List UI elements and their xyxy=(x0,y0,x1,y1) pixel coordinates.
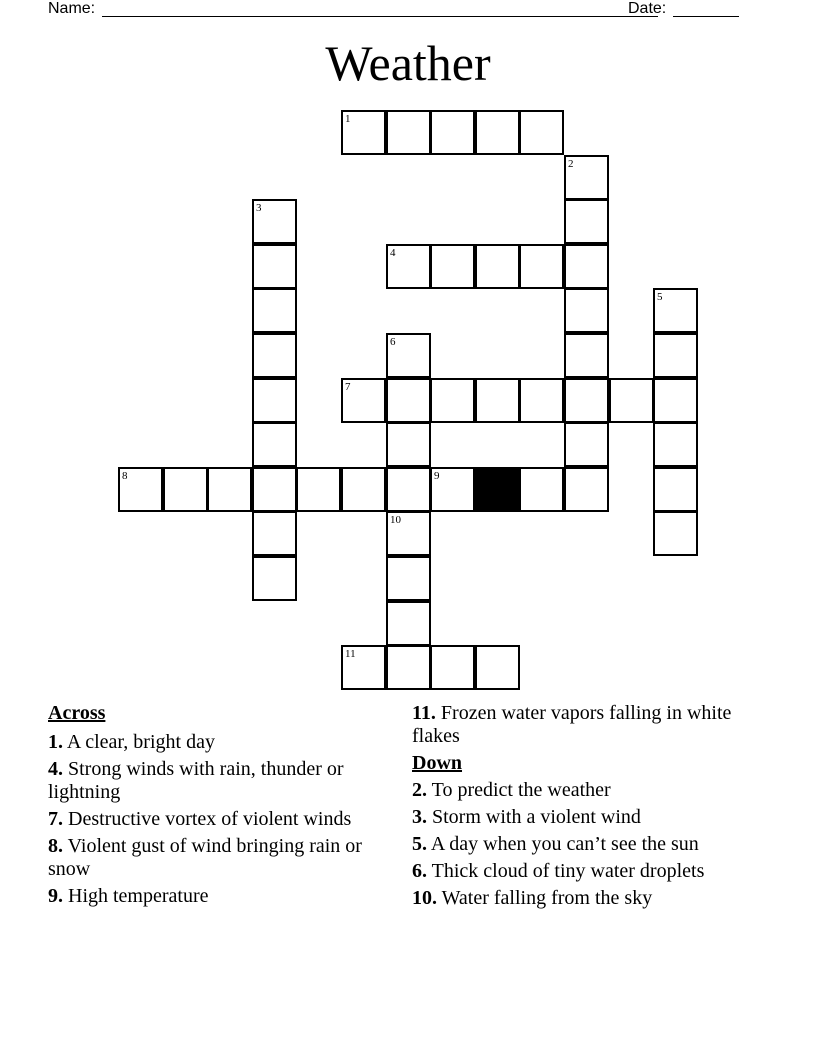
clue-number: 4 xyxy=(390,247,396,259)
grid-cell[interactable] xyxy=(341,645,386,690)
grid-cell[interactable] xyxy=(475,110,520,155)
grid-cell[interactable] xyxy=(519,467,564,512)
grid-cell[interactable] xyxy=(430,110,475,155)
clue-number: 8 xyxy=(122,470,128,482)
grid-cell[interactable] xyxy=(341,110,386,155)
clue-number: 3 xyxy=(256,202,262,214)
grid-cell[interactable] xyxy=(252,511,297,556)
grid-cell[interactable] xyxy=(564,155,609,200)
clue-across-8: 8. Violent gust of wind bringing rain or snow xyxy=(48,835,362,880)
grid-cell[interactable] xyxy=(609,378,654,423)
clue-down-10: 10. Water falling from the sky xyxy=(412,887,653,909)
clue-number: 1 xyxy=(345,113,351,125)
grid-cell[interactable] xyxy=(386,556,431,601)
black-cell xyxy=(475,467,520,512)
grid-cell[interactable] xyxy=(386,511,431,556)
grid-cell[interactable] xyxy=(519,378,564,423)
clue-down-2: 2. To predict the weather xyxy=(412,779,611,801)
grid-cell[interactable] xyxy=(252,288,297,333)
grid-cell[interactable] xyxy=(475,244,520,289)
grid-cell[interactable] xyxy=(252,199,297,244)
grid-cell[interactable] xyxy=(564,333,609,378)
clue-down-6: 6. Thick cloud of tiny water droplets xyxy=(412,860,705,882)
grid-cell[interactable] xyxy=(564,199,609,244)
clue-number: 9 xyxy=(434,470,440,482)
grid-cell[interactable] xyxy=(386,422,431,467)
grid-cell[interactable] xyxy=(564,244,609,289)
clue-number: 2 xyxy=(568,158,574,170)
clue-across-9: 9. High temperature xyxy=(48,885,209,907)
clue-down-5: 5. A day when you can’t see the sun xyxy=(412,833,699,855)
grid-cell[interactable] xyxy=(296,467,341,512)
grid-cell[interactable] xyxy=(163,467,208,512)
grid-cell[interactable] xyxy=(341,467,386,512)
clue-across-4: 4. Strong winds with rain, thunder or lightning xyxy=(48,758,344,803)
grid-cell[interactable] xyxy=(653,288,698,333)
clue-number: 11 xyxy=(345,648,356,660)
grid-cell[interactable] xyxy=(386,467,431,512)
grid-cell[interactable] xyxy=(653,511,698,556)
grid-cell[interactable] xyxy=(430,645,475,690)
header xyxy=(48,0,748,20)
grid-cell[interactable] xyxy=(653,422,698,467)
grid-cell[interactable] xyxy=(653,333,698,378)
grid-cell[interactable] xyxy=(430,467,475,512)
grid-cell[interactable] xyxy=(341,378,386,423)
grid-cell[interactable] xyxy=(475,378,520,423)
grid-cell[interactable] xyxy=(252,244,297,289)
across-heading: Across xyxy=(48,702,106,724)
clue-across-1: 1. A clear, bright day xyxy=(48,731,215,753)
clue-number: 5 xyxy=(657,291,663,303)
grid-cell[interactable] xyxy=(252,378,297,423)
clue-number: 6 xyxy=(390,336,396,348)
page-title: Weather xyxy=(325,35,491,91)
clue-down-3: 3. Storm with a violent wind xyxy=(412,806,641,828)
date-field[interactable] xyxy=(673,16,739,17)
grid-cell[interactable] xyxy=(564,288,609,333)
grid-cell[interactable] xyxy=(430,378,475,423)
grid-cell[interactable] xyxy=(386,244,431,289)
grid-cell[interactable] xyxy=(252,467,297,512)
grid-cell[interactable] xyxy=(475,645,520,690)
grid-cell[interactable] xyxy=(519,110,564,155)
grid-cell[interactable] xyxy=(653,467,698,512)
grid-cell[interactable] xyxy=(386,110,431,155)
name-label: Name: xyxy=(48,0,96,17)
date-label: Date: xyxy=(628,0,667,17)
grid-cell[interactable] xyxy=(386,601,431,646)
clue-number: 7 xyxy=(345,381,351,393)
grid-cell[interactable] xyxy=(252,333,297,378)
down-heading: Down xyxy=(412,752,463,774)
name-field[interactable] xyxy=(102,16,658,17)
grid-cell[interactable] xyxy=(386,645,431,690)
grid-cell[interactable] xyxy=(252,556,297,601)
clues-right-column xyxy=(412,702,757,914)
grid-cell[interactable] xyxy=(519,244,564,289)
grid-cell[interactable] xyxy=(207,467,252,512)
grid-cell[interactable] xyxy=(430,244,475,289)
grid-cell[interactable] xyxy=(386,378,431,423)
grid-cell[interactable] xyxy=(118,467,163,512)
grid-cell[interactable] xyxy=(252,422,297,467)
clue-across-11: 11. Frozen water vapors falling in white flakes xyxy=(412,702,732,747)
clue-across-7: 7. Destructive vortex of violent winds xyxy=(48,808,352,830)
grid-cell[interactable] xyxy=(653,378,698,423)
grid-cell[interactable] xyxy=(564,467,609,512)
grid-cell[interactable] xyxy=(564,422,609,467)
clues-left-column xyxy=(48,702,393,912)
clue-number: 10 xyxy=(390,514,401,526)
grid-cell[interactable] xyxy=(564,378,609,423)
grid-cell[interactable] xyxy=(386,333,431,378)
